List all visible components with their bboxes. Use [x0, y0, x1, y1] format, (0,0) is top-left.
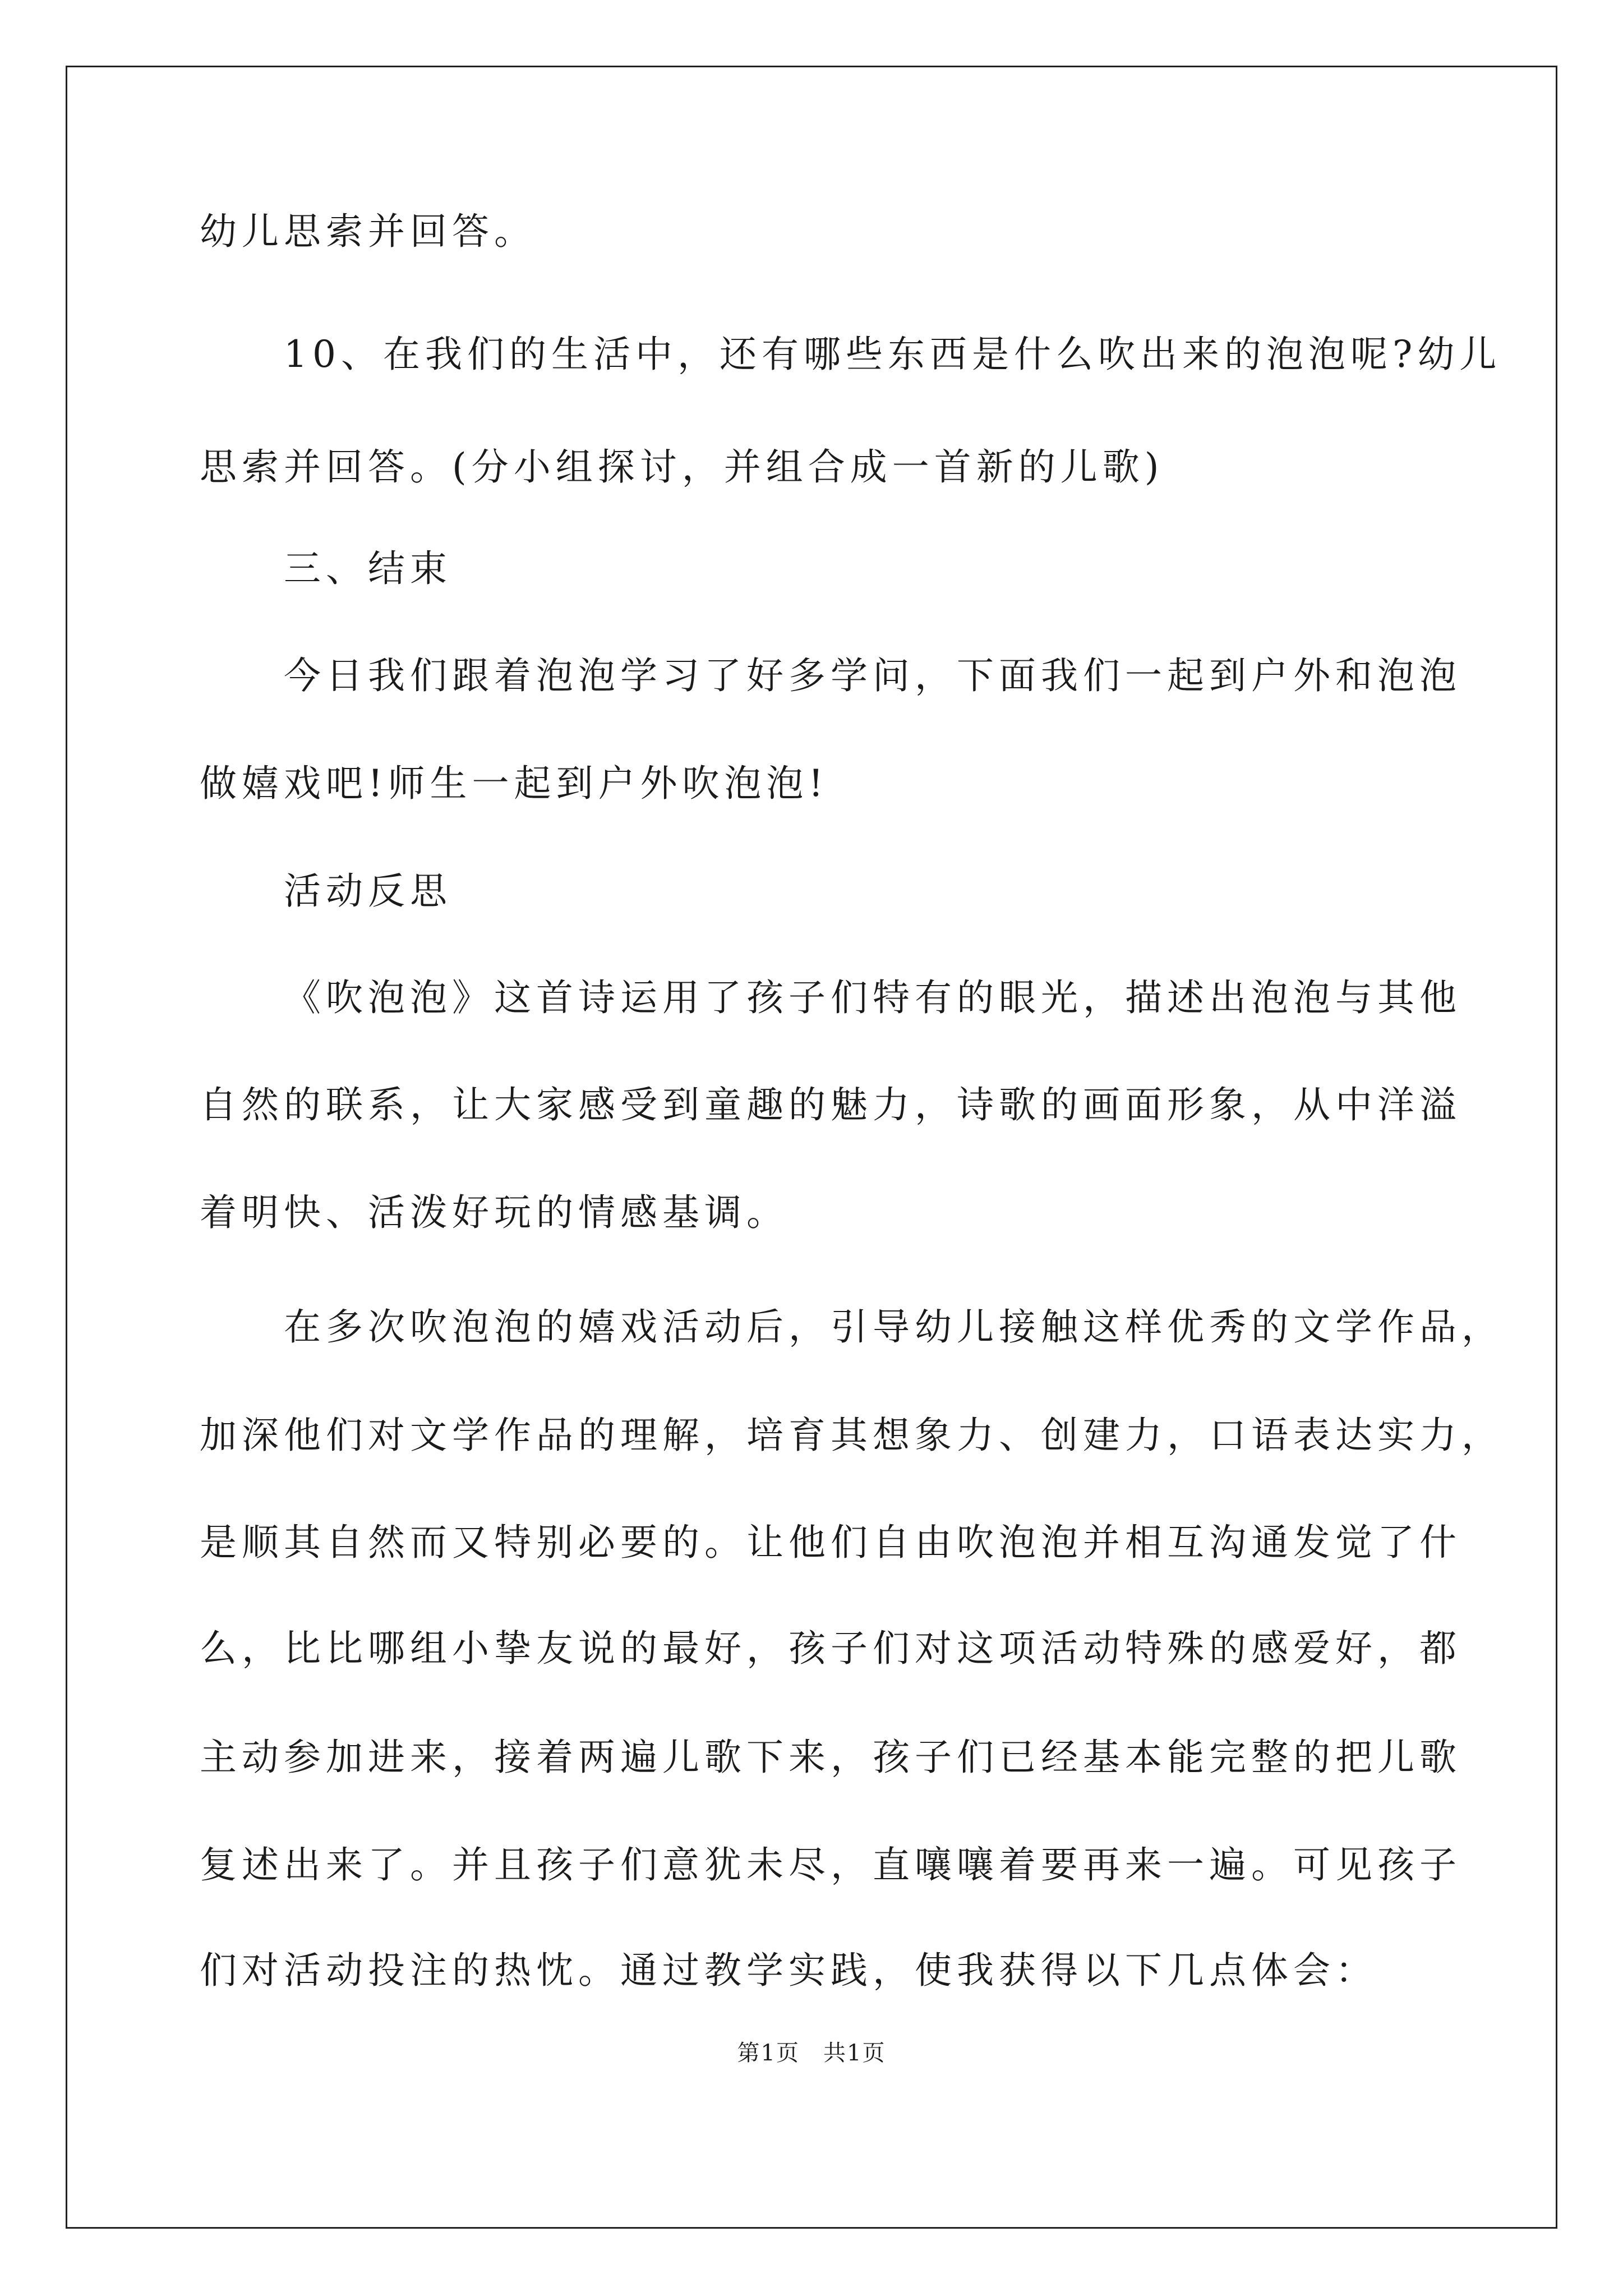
text-line: 们对活动投注的热忱。通过教学实践，使我获得以下几点体会： [200, 1949, 1377, 1992]
text-line: 着明快、活泼好玩的情感基调。 [200, 1191, 789, 1234]
text-line: 10、在我们的生活中，还有哪些东西是什么吹出来的泡泡呢?幼儿 [284, 333, 1502, 376]
page-number-footer: 第1页 共1页 [737, 2040, 886, 2066]
text-line: 主动参加进来，接着两遍儿歌下来，孩子们已经基本能完整的把儿歌 [200, 1736, 1461, 1779]
text-line: 加深他们对文学作品的理解，培育其想象力、创建力，口语表达实力， [200, 1414, 1504, 1457]
text-line: 复述出来了。并且孩子们意犹未尽，直嚷嚷着要再来一遍。可见孩子 [200, 1843, 1461, 1887]
text-line: 做嬉戏吧!师生一起到户外吹泡泡! [200, 762, 829, 805]
text-line: 今日我们跟着泡泡学习了好多学问，下面我们一起到户外和泡泡 [284, 654, 1461, 697]
text-line: 自然的联系，让大家感受到童趣的魅力，诗歌的画面形象，从中洋溢 [200, 1083, 1461, 1126]
text-line: 是顺其自然而又特别必要的。让他们自由吹泡泡并相互沟通发觉了什 [200, 1521, 1461, 1564]
page-border [66, 66, 1557, 2229]
text-line: 在多次吹泡泡的嬉戏活动后，引导幼儿接触这样优秀的文学作品， [284, 1305, 1504, 1349]
text-line: 《吹泡泡》这首诗运用了孩子们特有的眼光，描述出泡泡与其他 [284, 976, 1461, 1019]
text-line: 思索并回答。(分小组探讨，并组合成一首新的儿歌) [200, 445, 1164, 489]
text-line: 么，比比哪组小挚友说的最好，孩子们对这项活动特殊的感爱好，都 [200, 1627, 1461, 1670]
section-heading: 活动反思 [284, 869, 452, 913]
section-heading: 三、结束 [284, 547, 452, 590]
text-line: 幼儿思索并回答。 [200, 210, 536, 253]
